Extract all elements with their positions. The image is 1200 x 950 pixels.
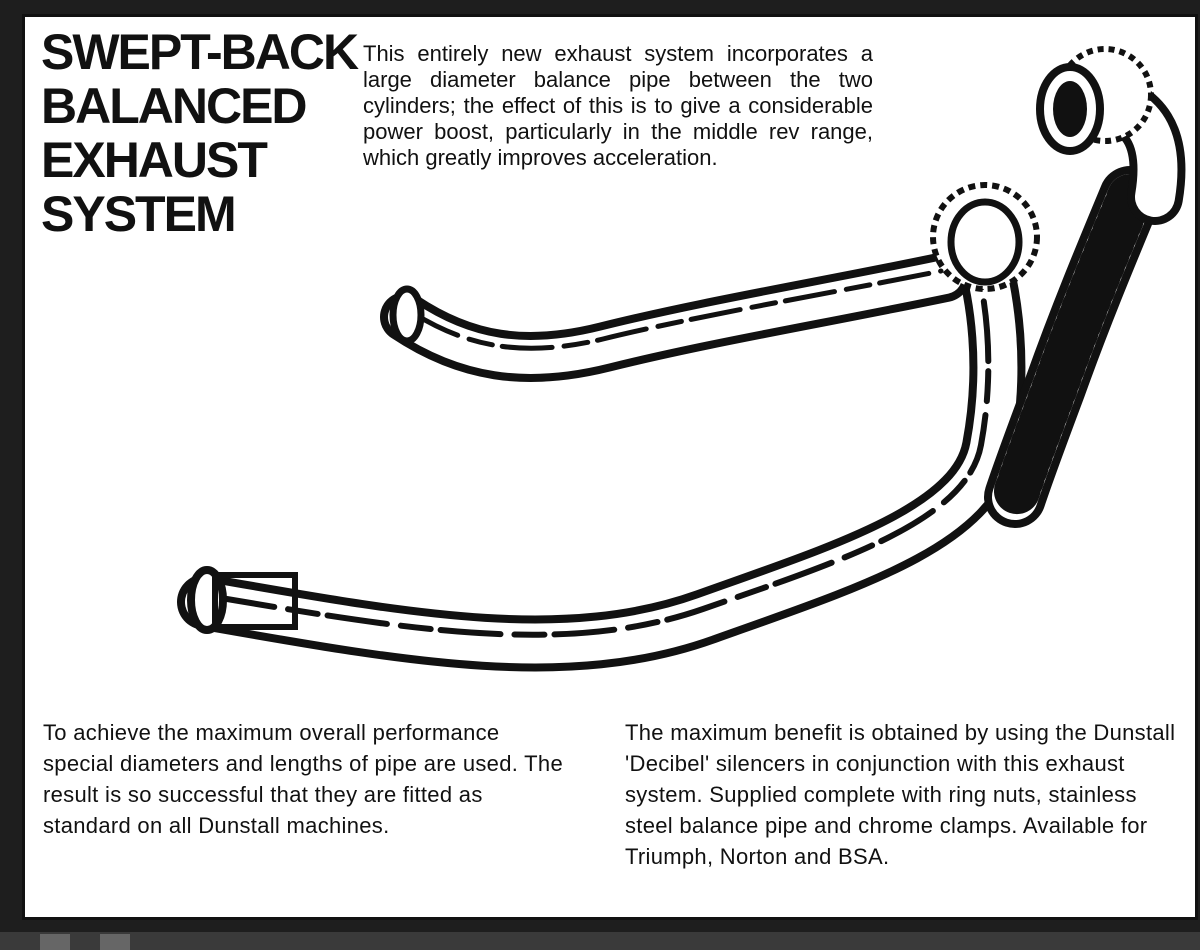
intro-paragraph: This entirely new exhaust system incorporates a large diameter balance pipe between the two cylinders; the effect of this is to give a considerable power boost, particularly in the middle rev range, which greatly improves acceleration. [363,41,873,170]
taskbar-strip [0,932,1200,950]
headline: SWEPT-BACK BALANCED EXHAUST SYSTEM [41,24,358,242]
ring-nut-middle [933,185,1037,289]
taskbar-icon[interactable] [100,934,130,950]
body-paragraph-right: The maximum benefit is obtained by using the Dunstall 'Decibel' silencers in conjunction with this exhaust system. Supplied complete with ring nuts, stainless steel balance pipe and chrome clamps. Available for Triumph, Norton and BSA. [625,720,1176,869]
body-paragraph-left: To achieve the maximum overall performance special diameters and lengths of pipe are used. The result is so successful that they are fitted as standard on all Dunstall machines. [43,720,563,838]
advert-panel [22,14,1198,920]
upper-pipe-end [393,289,421,341]
taskbar-icon[interactable] [40,934,70,950]
exhaust-pipes-illustration [145,27,1195,707]
upper-pipe [405,271,945,357]
lower-pipe-end [191,570,223,630]
